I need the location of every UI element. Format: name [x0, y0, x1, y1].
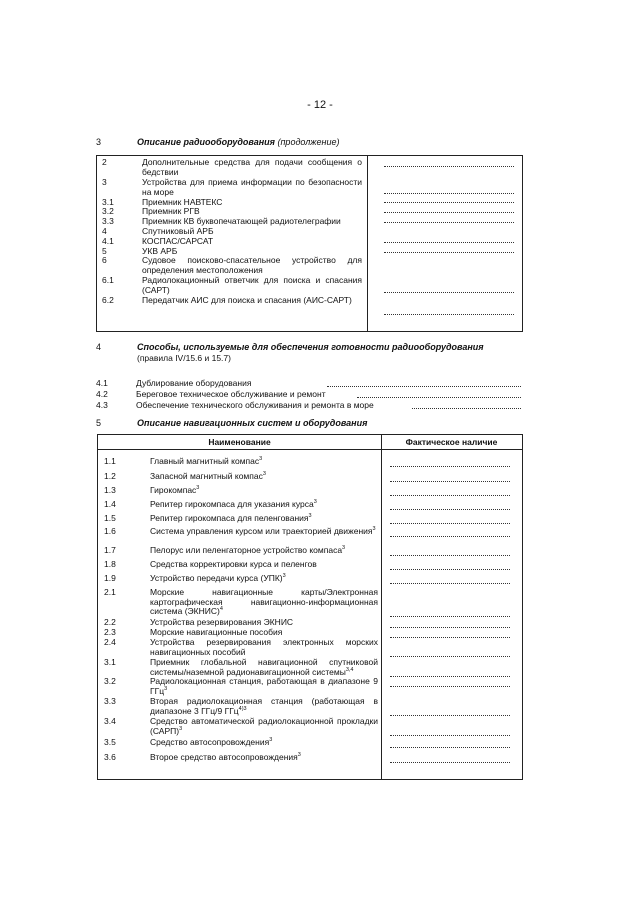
- row-label-text: Радиолокационная станция, работающая в диапазоне 9 ГГц: [150, 676, 378, 696]
- row-label-text: Средство автоматической радиолокационной прокладки (САРП): [150, 716, 378, 736]
- footnote-marker: 3: [179, 725, 183, 732]
- footnote-marker: 3: [262, 471, 266, 478]
- dotted-fill-line: [390, 555, 510, 556]
- row-number: 1.9: [104, 573, 116, 583]
- footnote-marker: 3: [164, 685, 168, 692]
- dotted-fill-line: [390, 627, 510, 628]
- row-number: 4: [102, 226, 107, 236]
- footnote-marker: 3: [297, 752, 301, 759]
- row-number: 1.8: [104, 559, 116, 569]
- section-5-number: 5: [96, 418, 102, 428]
- item-label: Обеспечение технического обслуживания и ремонта в море: [136, 400, 374, 410]
- dotted-fill-line: [390, 762, 510, 763]
- row-label-text: Гирокомпас: [150, 485, 197, 495]
- row-number: 1.2: [104, 471, 116, 481]
- dotted-fill-line: [384, 222, 514, 223]
- row-label: УКВ АРБ: [142, 246, 178, 256]
- section-3-title: [137, 137, 339, 147]
- item-number: 4.1: [96, 378, 108, 388]
- row-number: 2: [102, 157, 107, 167]
- footnote-marker: 3: [372, 526, 376, 533]
- dotted-fill-line: [390, 715, 510, 716]
- row-number: 1.5: [104, 513, 116, 523]
- dotted-fill-line: [390, 656, 510, 657]
- row-number: 4.1: [102, 236, 114, 246]
- row-label: [150, 677, 378, 696]
- section-3-continuation: (продолжение): [277, 137, 340, 147]
- dotted-fill-line: [357, 397, 521, 398]
- dotted-fill-line: [390, 686, 510, 687]
- footnote-marker: 3: [196, 485, 200, 492]
- item-label: Дублирование оборудования: [136, 378, 252, 388]
- footnote-marker: 3: [313, 499, 317, 506]
- row-number: 1.4: [104, 499, 116, 509]
- footnote-marker: 3: [308, 513, 312, 520]
- footnote-marker: 4)3: [238, 705, 247, 712]
- row-label: Радиолокационный ответчик для поиска и спасания (САРТ): [142, 275, 362, 295]
- row-label-text: Вторая радиолокационная станция (работающая в диапазоне 3 ГГц/9 ГГц: [150, 696, 378, 716]
- footnote-marker: 3,4: [345, 666, 354, 673]
- section-4-title: Способы, используемые для обеспечения готовности радиооборудования: [137, 342, 484, 352]
- dotted-fill-line: [384, 212, 514, 213]
- dotted-fill-line: [384, 242, 514, 243]
- dotted-fill-line: [384, 292, 514, 293]
- row-number: 1.6: [104, 526, 116, 536]
- row-label: [150, 560, 378, 570]
- footnote-marker: 3: [282, 573, 286, 580]
- row-label: [150, 588, 378, 617]
- section-5-title: Описание навигационных систем и оборудования: [137, 418, 368, 428]
- dotted-fill-line: [390, 509, 510, 510]
- footnote-marker: 3: [269, 737, 273, 744]
- navigation-equipment-table: [97, 434, 523, 780]
- radio-equipment-table: [96, 155, 523, 332]
- row-label-text: Морские навигационные карты/Электронная картографическая навигационно-информационная система (ЭКНИС): [150, 587, 378, 616]
- dotted-fill-line: [390, 583, 510, 584]
- row-number: 3.1: [102, 197, 114, 207]
- section-4-subtitle: (правила IV/15.6 и 15.7): [137, 353, 231, 363]
- dotted-fill-line: [390, 481, 510, 482]
- row-number: 5: [102, 246, 107, 256]
- dotted-fill-line: [384, 314, 514, 315]
- dotted-fill-line: [384, 166, 514, 167]
- row-label: КОСПАС/САРСАТ: [142, 236, 214, 246]
- row-label-text: Приемник глобальной навигационной спутниковой системы/наземной радионавигационной системы: [150, 657, 378, 677]
- row-label: Передатчик АИС для поиска и спасания (АИС-САРТ): [142, 295, 352, 305]
- row-number: 3.3: [104, 696, 116, 706]
- row-label-text: Главный магнитный компас: [150, 456, 260, 466]
- dotted-fill-line: [390, 676, 510, 677]
- row-number: 6.1: [102, 275, 114, 285]
- row-label-text: Запасной магнитный компас: [150, 471, 263, 481]
- row-label: Судовое поисково-спасательное устройство для определения местоположения: [142, 255, 362, 275]
- dotted-fill-line: [390, 495, 510, 496]
- row-label: [150, 717, 378, 736]
- dotted-fill-line: [390, 569, 510, 570]
- footnote-marker: 4: [219, 606, 223, 613]
- row-label: [150, 514, 378, 524]
- row-label-text: Система управления курсом или траекторией движения: [150, 526, 373, 536]
- row-label: Приемник КВ буквопечатающей радиотелеграфии: [142, 216, 341, 226]
- row-number: 1.7: [104, 545, 116, 555]
- row-label-text: Репитер гирокомпаса для указания курса: [150, 499, 314, 509]
- section-3-title-text: Описание радиооборудования: [137, 137, 275, 147]
- row-label: [150, 753, 378, 763]
- row-label: [150, 546, 378, 556]
- row-label-text: Устройство передачи курса (УПК): [150, 573, 283, 583]
- row-label: Дополнительные средства для подачи сообщения о бедствии: [142, 157, 362, 177]
- row-number: 3.2: [104, 676, 116, 686]
- section-4-number: 4: [96, 342, 102, 352]
- dotted-fill-line: [390, 466, 510, 467]
- row-label: [150, 457, 378, 467]
- dotted-fill-line: [384, 202, 514, 203]
- dotted-fill-line: [412, 408, 521, 409]
- column-header-actual: Фактическое наличие: [405, 437, 498, 447]
- row-number: 1.1: [104, 456, 116, 466]
- row-label-text: Репитер гирокомпаса для пеленгования: [150, 513, 309, 523]
- dotted-fill-line: [390, 523, 510, 524]
- row-label-text: Пелорус или пеленгаторное устройство компаса: [150, 545, 343, 555]
- dotted-fill-line: [390, 735, 510, 736]
- row-number: 3.3: [102, 216, 114, 226]
- row-label-text: Устройства резервирования ЭКНИС: [150, 617, 294, 627]
- row-label-text: Устройства резервирования электронных морских навигационных пособий: [150, 637, 378, 657]
- row-label: Приемник РГВ: [142, 206, 200, 216]
- row-number: 2.4: [104, 637, 116, 647]
- page-number: - 12 -: [307, 99, 333, 111]
- row-label: [150, 697, 378, 716]
- row-number: 1.3: [104, 485, 116, 495]
- row-label-text: Второе средство автосопровождения: [150, 752, 298, 762]
- row-number: 3.1: [104, 657, 116, 667]
- row-label: Приемник НАВТЕКС: [142, 197, 223, 207]
- row-number: 2.2: [104, 617, 116, 627]
- row-label: [150, 574, 378, 584]
- row-label: [150, 500, 378, 510]
- dotted-fill-line: [327, 386, 521, 387]
- dotted-fill-line: [390, 747, 510, 748]
- row-label: [150, 472, 378, 482]
- row-number: 3: [102, 177, 107, 187]
- row-number: 3.2: [102, 206, 114, 216]
- dotted-fill-line: [390, 616, 510, 617]
- row-number: 6.2: [102, 295, 114, 305]
- item-label: Береговое техническое обслуживание и ремонт: [136, 389, 326, 399]
- item-number: 4.2: [96, 389, 108, 399]
- row-label: [150, 738, 378, 748]
- row-number: 6: [102, 255, 107, 265]
- row-number: 3.6: [104, 752, 116, 762]
- dotted-fill-line: [384, 252, 514, 253]
- row-label: [150, 638, 378, 657]
- row-number: 3.4: [104, 716, 116, 726]
- row-label: [150, 486, 378, 496]
- row-label-text: Средство автосопровождения: [150, 737, 270, 747]
- footnote-marker: 3: [259, 456, 263, 463]
- section-3-number: 3: [96, 137, 102, 147]
- item-number: 4.3: [96, 400, 108, 410]
- row-number: 2.1: [104, 587, 116, 597]
- row-number: 3.5: [104, 737, 116, 747]
- dotted-fill-line: [384, 193, 514, 194]
- footnote-marker: 3: [342, 545, 346, 552]
- row-label-text: Средства корректировки курса и пеленгов: [150, 559, 317, 569]
- dotted-fill-line: [390, 637, 510, 638]
- column-header-name: Наименование: [208, 437, 271, 447]
- row-label: Спутниковый АРБ: [142, 226, 214, 236]
- dotted-fill-line: [390, 536, 510, 537]
- row-label: [150, 658, 378, 677]
- row-label: [150, 527, 378, 537]
- row-label-text: Морские навигационные пособия: [150, 627, 283, 637]
- row-number: 2.3: [104, 627, 116, 637]
- row-label: Устройства для приема информации по безопасности на море: [142, 177, 362, 197]
